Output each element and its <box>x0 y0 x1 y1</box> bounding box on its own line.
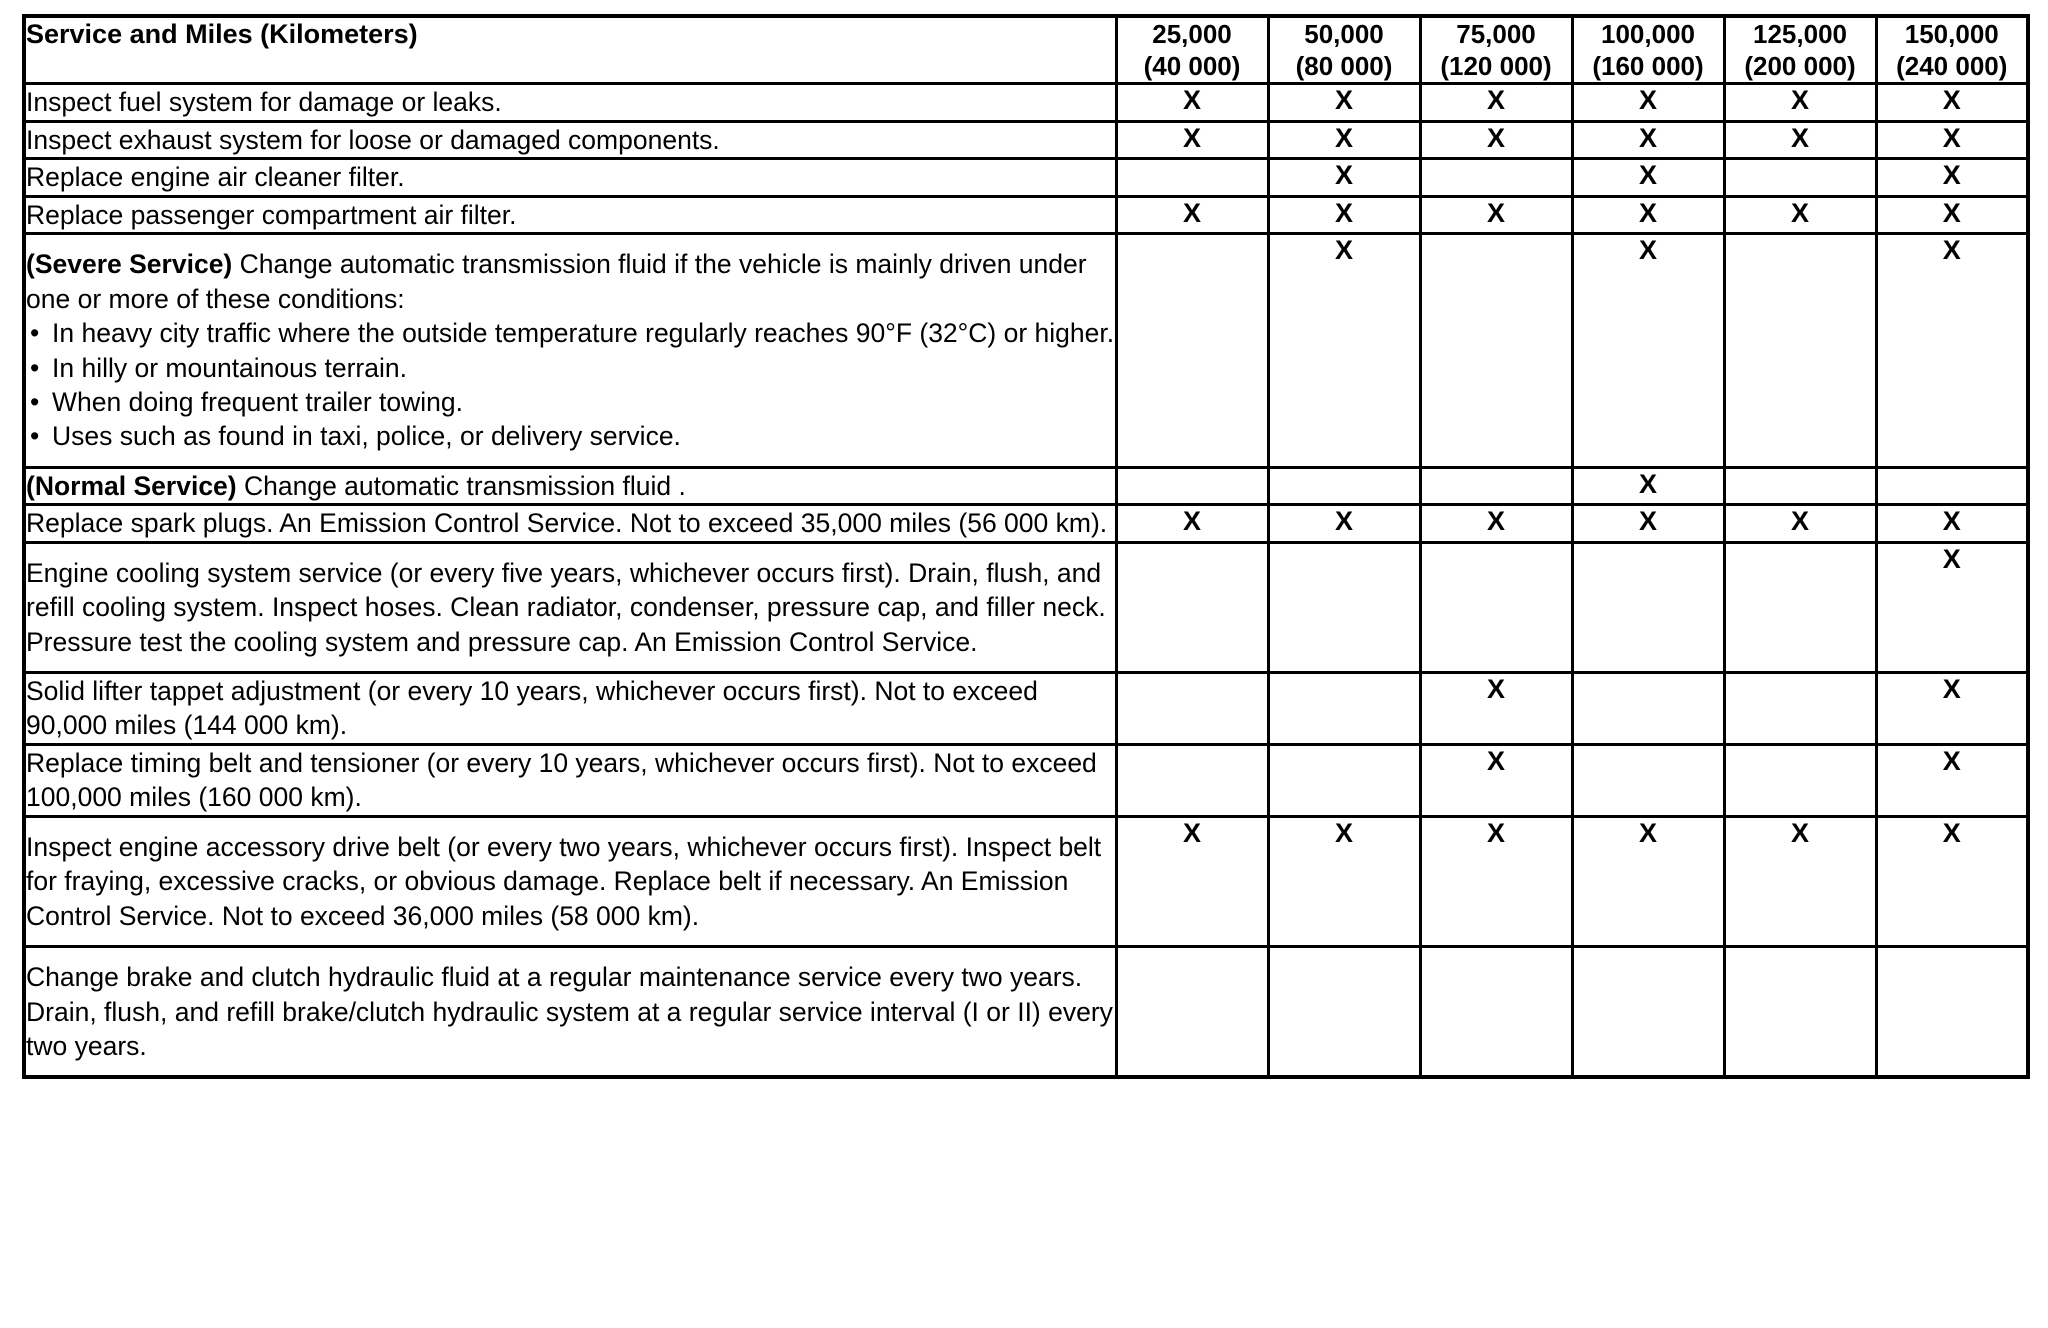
service-mark-cell: X <box>1876 505 2028 542</box>
column-header-interval-6 <box>1876 16 2028 84</box>
service-description-cell <box>24 744 1116 816</box>
maintenance-schedule-table <box>22 14 2030 1079</box>
table-header <box>24 16 2028 84</box>
service-mark-cell: X <box>1572 159 1724 196</box>
service-empty-cell <box>1572 947 1724 1078</box>
service-empty-cell <box>1876 467 2028 504</box>
service-description-cell <box>24 673 1116 745</box>
service-mark-cell: X <box>1876 542 2028 672</box>
service-empty-cell <box>1420 947 1572 1078</box>
list-item: • In heavy city traffic where the outside temperature regularly reaches 90°F (32°C) or higher. <box>26 316 1115 350</box>
service-empty-cell <box>1116 947 1268 1078</box>
service-description-cell <box>24 234 1116 468</box>
interval-miles: 75,000 <box>1456 19 1536 49</box>
service-description-cell <box>24 467 1116 504</box>
service-empty-cell <box>1572 673 1724 745</box>
service-empty-cell <box>1116 673 1268 745</box>
service-mark-cell: X <box>1876 816 2028 946</box>
service-description-text: Inspect exhaust system for loose or damaged components. <box>26 124 720 155</box>
service-mark-cell: X <box>1116 196 1268 233</box>
service-empty-cell <box>1724 744 1876 816</box>
list-item: • Uses such as found in taxi, police, or delivery service. <box>26 419 1115 453</box>
interval-km: (200 000) <box>1744 51 1856 82</box>
service-empty-cell <box>1116 234 1268 468</box>
column-header-interval-2 <box>1268 16 1420 84</box>
service-empty-cell <box>1116 159 1268 196</box>
service-description-text: (Normal Service) Change automatic transmission fluid . <box>26 470 686 501</box>
service-empty-cell <box>1268 947 1420 1078</box>
table-row <box>24 947 2028 1078</box>
service-mark-cell: X <box>1420 121 1572 158</box>
service-mark-cell: X <box>1116 816 1268 946</box>
service-mark-cell: X <box>1876 196 2028 233</box>
service-mark-cell: X <box>1876 234 2028 468</box>
service-mark-cell: X <box>1572 816 1724 946</box>
service-empty-cell <box>1724 159 1876 196</box>
service-mark-cell: X <box>1876 84 2028 121</box>
column-header-interval-1 <box>1116 16 1268 84</box>
column-header-service: Service and Miles (Kilometers) <box>24 16 1116 84</box>
service-mark-cell: X <box>1724 84 1876 121</box>
list-item: • In hilly or mountainous terrain. <box>26 351 1115 385</box>
service-description-text: Engine cooling system service (or every five years, whichever occurs first). Drain, flush, and refill cooling system. Inspect hoses. Clean radiator, condenser, pressure cap, and filler neck. Pressure test the cooling system and pressure cap. An Emission Control Service. <box>26 557 1106 657</box>
service-mark-cell: X <box>1876 159 2028 196</box>
table-body <box>24 84 2028 1077</box>
service-mark-cell: X <box>1116 84 1268 121</box>
service-mark-cell: X <box>1724 196 1876 233</box>
table-row <box>24 159 2028 196</box>
service-mark-cell: X <box>1572 234 1724 468</box>
service-description-cell <box>24 196 1116 233</box>
service-mark-cell: X <box>1116 505 1268 542</box>
column-header-interval-5 <box>1724 16 1876 84</box>
service-empty-cell <box>1116 542 1268 672</box>
service-mark-cell: X <box>1420 673 1572 745</box>
service-mark-cell: X <box>1268 505 1420 542</box>
service-condition-list <box>26 316 1115 454</box>
interval-miles: 150,000 <box>1904 19 1999 49</box>
service-empty-cell <box>1572 744 1724 816</box>
table-row <box>24 505 2028 542</box>
service-description-cell <box>24 121 1116 158</box>
table-row <box>24 84 2028 121</box>
service-empty-cell <box>1876 947 2028 1078</box>
service-empty-cell <box>1420 159 1572 196</box>
service-description-text: Replace engine air cleaner filter. <box>26 162 405 193</box>
table-row <box>24 744 2028 816</box>
service-mark-cell: X <box>1572 505 1724 542</box>
service-description-text: Inspect engine accessory drive belt (or every two years, whichever occurs first). Inspect belt for fraying, excessive cracks, or obvious damage. Replace belt if necessary. An Emission Control Service. Not to exceed 36,000 miles (58 000 km). <box>26 831 1102 931</box>
list-item: • When doing frequent trailer towing. <box>26 385 1115 419</box>
service-description-cell <box>24 947 1116 1078</box>
table-row <box>24 816 2028 946</box>
interval-km: (80 000) <box>1295 51 1393 82</box>
service-mark-cell: X <box>1268 121 1420 158</box>
column-header-interval-3 <box>1420 16 1572 84</box>
service-empty-cell <box>1116 744 1268 816</box>
service-empty-cell <box>1724 673 1876 745</box>
table-row <box>24 121 2028 158</box>
interval-miles: 25,000 <box>1152 19 1232 49</box>
service-mark-cell: X <box>1420 196 1572 233</box>
service-mark-cell: X <box>1876 673 2028 745</box>
service-description-text: Replace spark plugs. An Emission Control Service. Not to exceed 35,000 miles (56 000 km). <box>26 508 1108 539</box>
service-description-text: Replace timing belt and tensioner (or every 10 years, whichever occurs first). Not to exceed 100,000 miles (160 000 km). <box>26 747 1097 813</box>
service-description-cell <box>24 816 1116 946</box>
table-row <box>24 196 2028 233</box>
service-mark-cell: X <box>1420 84 1572 121</box>
service-mark-cell: X <box>1572 84 1724 121</box>
service-empty-cell <box>1268 542 1420 672</box>
service-empty-cell <box>1420 234 1572 468</box>
service-category-label: (Severe Service) <box>26 249 233 280</box>
service-empty-cell <box>1420 542 1572 672</box>
table-row <box>24 542 2028 672</box>
table-row <box>24 467 2028 504</box>
service-empty-cell <box>1116 467 1268 504</box>
service-empty-cell <box>1724 234 1876 468</box>
interval-km: (160 000) <box>1592 51 1704 82</box>
service-mark-cell: X <box>1572 467 1724 504</box>
service-empty-cell <box>1724 947 1876 1078</box>
service-mark-cell: X <box>1420 816 1572 946</box>
table-row <box>24 234 2028 468</box>
column-header-interval-4 <box>1572 16 1724 84</box>
interval-miles: 125,000 <box>1753 19 1847 49</box>
service-mark-cell: X <box>1724 505 1876 542</box>
service-mark-cell: X <box>1572 121 1724 158</box>
service-empty-cell <box>1268 673 1420 745</box>
interval-km: (120 000) <box>1440 51 1552 82</box>
service-mark-cell: X <box>1420 505 1572 542</box>
service-description-text: Change brake and clutch hydraulic fluid at a regular maintenance service every two years. Drain, flush, and refill brake/clutch hydraulic system at a regular service interval (I or II) every two years. <box>26 962 1113 1061</box>
service-mark-cell: X <box>1876 121 2028 158</box>
interval-km: (40 000) <box>1143 51 1241 82</box>
interval-miles: 100,000 <box>1601 19 1695 49</box>
service-mark-cell: X <box>1420 744 1572 816</box>
service-description-cell <box>24 84 1116 121</box>
service-mark-cell: X <box>1876 744 2028 816</box>
table-row <box>24 673 2028 745</box>
service-description-text: Replace passenger compartment air filter. <box>26 199 517 230</box>
service-description-text: Solid lifter tappet adjustment (or every 10 years, whichever occurs first). Not to exceed 90,000 miles (144 000 km). <box>26 676 1038 741</box>
service-mark-cell: X <box>1268 196 1420 233</box>
service-empty-cell <box>1724 542 1876 672</box>
interval-miles: 50,000 <box>1304 19 1384 49</box>
service-empty-cell <box>1724 467 1876 504</box>
service-mark-cell: X <box>1268 234 1420 468</box>
service-description-text: (Severe Service) Change automatic transmission fluid if the vehicle is mainly driven under one or more of these conditions: <box>26 249 1087 314</box>
service-empty-cell <box>1268 744 1420 816</box>
service-mark-cell: X <box>1268 84 1420 121</box>
service-mark-cell: X <box>1724 121 1876 158</box>
table-header-row <box>24 16 2028 84</box>
service-description-cell <box>24 159 1116 196</box>
service-empty-cell <box>1420 467 1572 504</box>
service-empty-cell <box>1268 467 1420 504</box>
service-mark-cell: X <box>1572 196 1724 233</box>
service-mark-cell: X <box>1724 816 1876 946</box>
service-description-text: Inspect fuel system for damage or leaks. <box>26 87 502 118</box>
service-description-cell <box>24 505 1116 542</box>
service-mark-cell: X <box>1268 816 1420 946</box>
service-mark-cell: X <box>1268 159 1420 196</box>
service-empty-cell <box>1572 542 1724 672</box>
interval-km: (240 000) <box>1896 51 2008 82</box>
service-description-cell <box>24 542 1116 672</box>
service-category-label: (Normal Service) <box>26 470 237 501</box>
service-mark-cell: X <box>1116 121 1268 158</box>
